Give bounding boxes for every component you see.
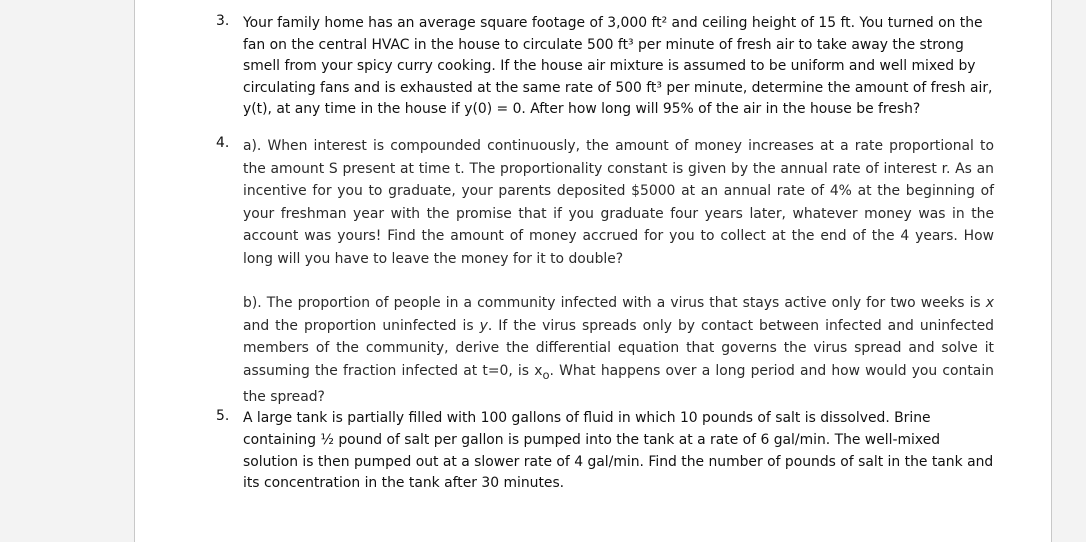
problem-number: 5.	[216, 408, 230, 424]
problem-4b	[216, 292, 994, 409]
problem-number: 4.	[216, 135, 230, 151]
problem-text-part-b: b). The proportion of people in a community infected with a virus that stays active only for two weeks is x and the proportion uninfected is y. If the virus spreads only by contact between infected and uninfected members of the community, derive the differential equation that governs the virus spread and solve it assuming the fraction infected at t=0, is $x_o$. What happens over a long period and how would you contain the spread?	[243, 295, 994, 406]
problem-text-part-a: a). When interest is compounded continuously, the amount of money increases at a rate proportional to the amount S present at time t. The proportionality constant is given by the annual rate of interest r. As an incentive for you to graduate, your parents deposited $5000 at an annual rate of 4% at the beginning of your freshman year with the promise that if you graduate four years later, whatever money was in the account was yours! Find the amount of money accrued for you to collect at the end of the 4 years. How long will you have to leave the money for it to double?	[243, 138, 994, 267]
problem-number: 3.	[216, 13, 230, 29]
problem-text: Your family home has an average square footage of 3,000 ft² and ceiling height of 15 ft. You turned on the fan on the central HVAC in the house to circulate 500 ft³ per minute of fresh air to take away the strong smell from your spicy curry cooking. If the house air mixture is assumed to be uniform and well mixed by circulating fans and is exhausted at the same rate of 500 ft³ per minute, determine the amount of fresh air, y(t), at any time in the house if y(0) = 0. After how long will 95% of the air in the house be fresh?	[243, 15, 993, 118]
problem-3	[216, 13, 994, 121]
problem-5	[216, 408, 994, 495]
problem-4a	[216, 135, 994, 271]
document-page	[134, 0, 1052, 542]
problem-text: A large tank is partially filled with 100 gallons of fluid in which 10 pounds of salt is dissolved. Brine containing ½ pound of salt per gallon is pumped into the tank at a rate of 6 gal/min. The well-mixed solution is then pumped out at a slower rate of 4 gal/min. Find the number of pounds of salt in the tank and its concentration in the tank after 30 minutes.	[243, 410, 994, 492]
